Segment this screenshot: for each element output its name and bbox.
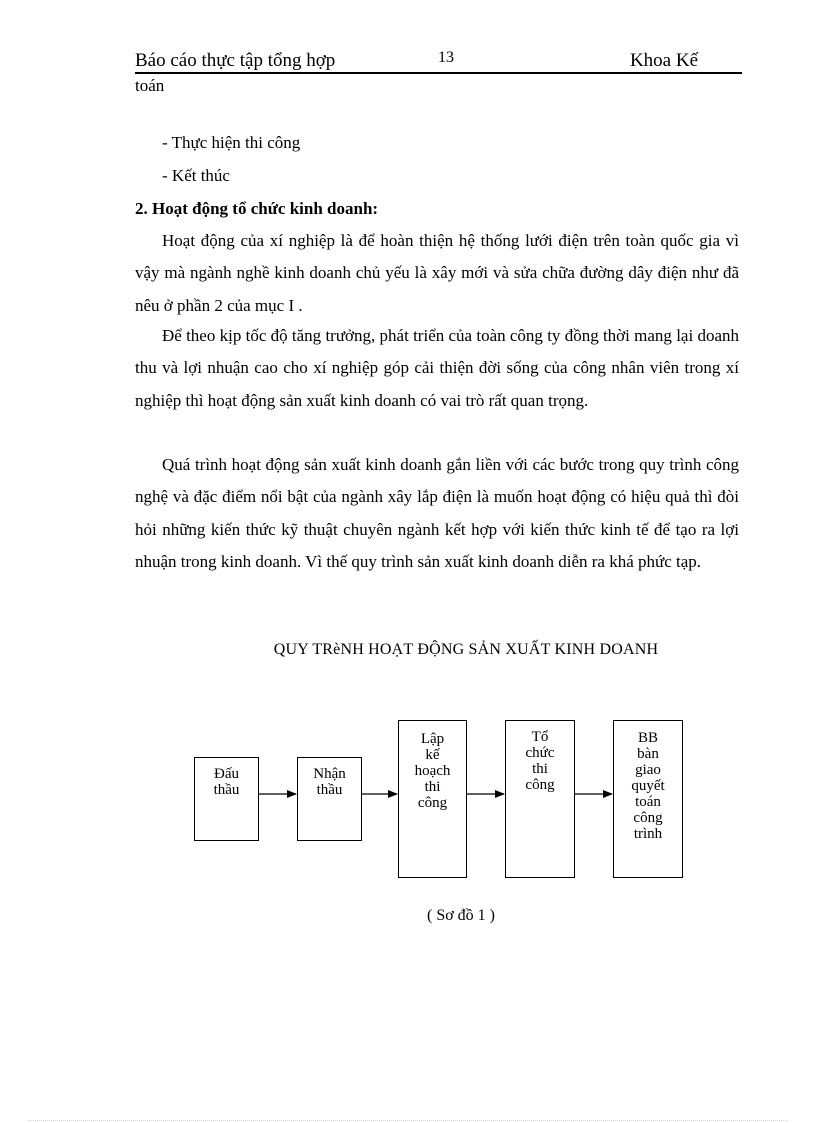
header-title: Báo cáo thực tập tổng hợp (135, 50, 336, 71)
paragraph: Quá trình hoạt động sản xuất kinh doanh gắn liền với các bước trong quy trình công nghệ và đặc điểm nổi bật của ngành xây lắp điện là muốn hoạt động có hiệu quả thì đòi hỏi những kiến thức kỹ thuật chuyên ngành kết hợp với kiến thức kinh tế để tạo ra lợi nhuận trong kinh doanh. Vì thế quy trình sản xuất kinh doanh diễn ra khá phức tạp. (135, 455, 739, 571)
diagram-caption: ( Sơ đồ 1 ) (426, 907, 495, 924)
page-number: 13 (438, 49, 454, 66)
paragraph: Để theo kịp tốc độ tăng trưởng, phát triển của toàn công ty đồng thời mang lại doanh thu và lợi nhuận cao cho xí nghiệp góp cải thiện đời sống của công nhân viên trong xí nghiệp thì hoạt động sản xuất kinh doanh có vai trò rất quan trọng. (135, 326, 739, 410)
flow-step-construction: Tổ chức thi công (505, 720, 575, 878)
section-heading: 2. Hoạt động tổ chức kinh doanh: (135, 199, 379, 218)
flow-step-construction-planning: Lập kế hoạch thi công (398, 720, 467, 878)
flow-step-contract-award: Nhận thầu (297, 757, 362, 841)
paragraph: Hoạt động của xí nghiệp là để hoàn thiện hệ thống lưới điện trên toàn quốc gia vì vậy mà ngành nghề kinh doanh chủ yếu là xây mới và sửa chữa đường dây điện như đã nêu ở phần 2 của mục I . (135, 231, 739, 315)
header-department-continuation: toán (135, 76, 165, 95)
page-header (135, 48, 742, 74)
page-bottom-edge (28, 1120, 788, 1121)
header-department: Khoa Kế (629, 50, 698, 71)
bullet-item: - Thực hiện thi công (162, 133, 301, 152)
flow-step-bidding: Đấu thầu (194, 757, 259, 841)
bullet-item: - Kết thúc (162, 166, 230, 185)
diagram-title: QUY TRèNH HOẠT ĐỘNG SẢN XUẤT KINH DOANH (273, 641, 659, 658)
flow-step-handover-settlement: BB bàn giao quyết toán công trình (613, 720, 683, 878)
